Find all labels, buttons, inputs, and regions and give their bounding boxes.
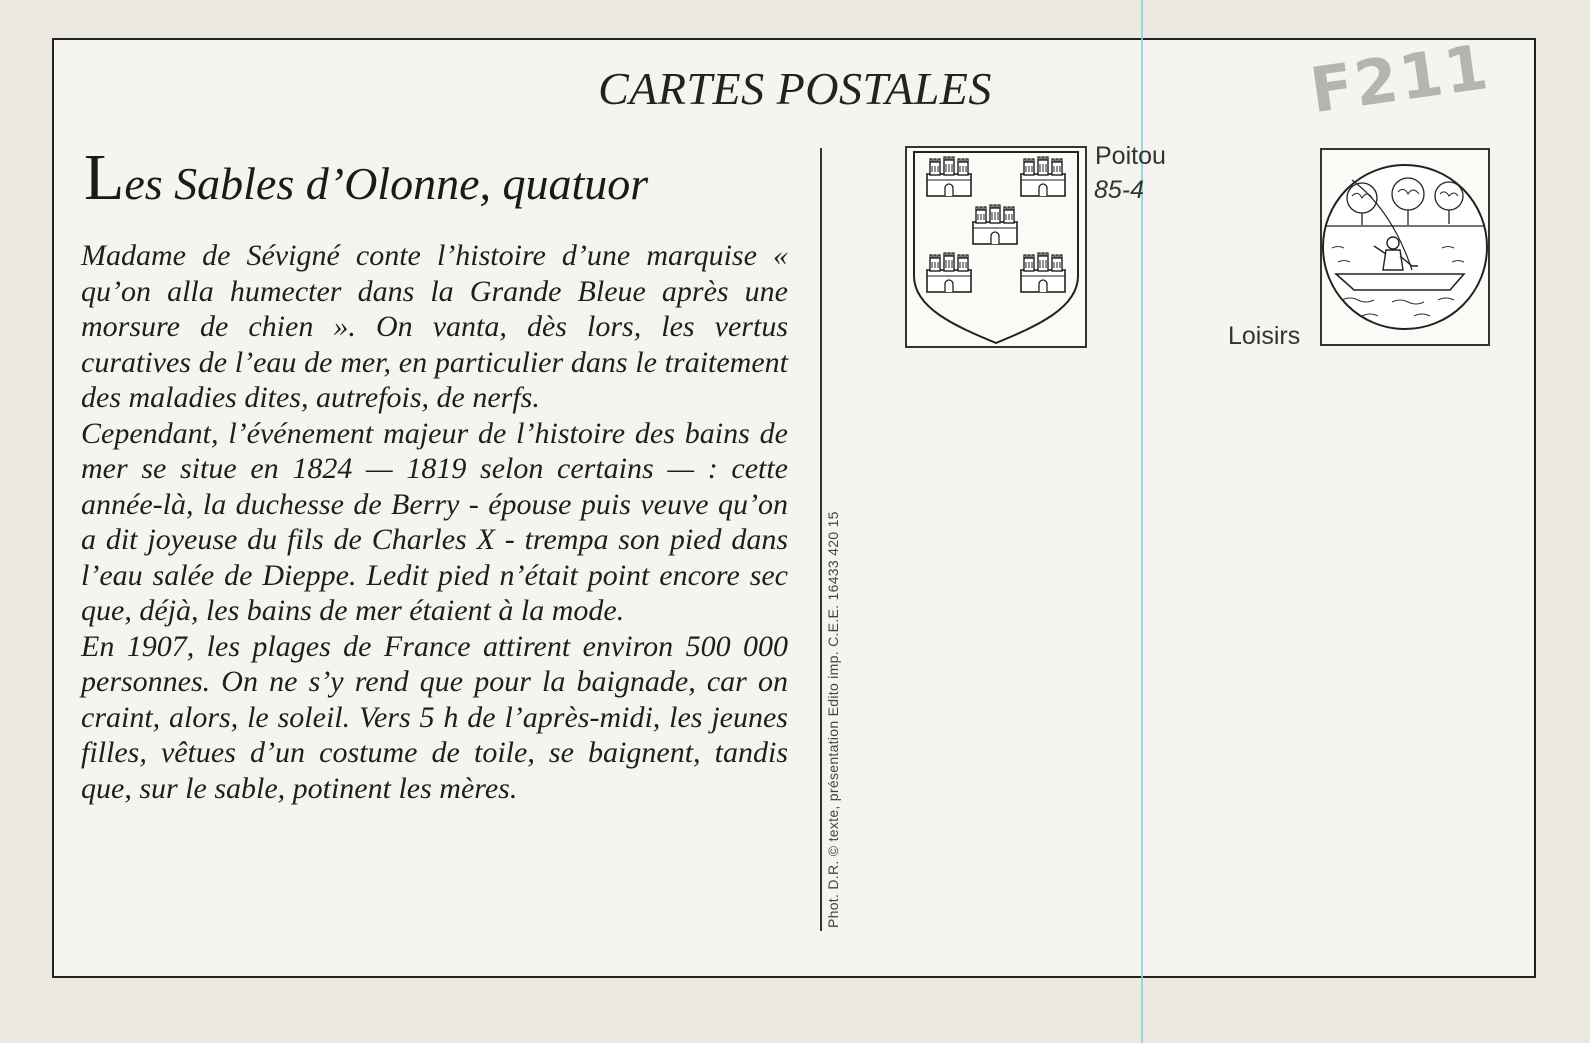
title-dropcap: L [84, 141, 125, 214]
region-label: Poitou [1095, 142, 1166, 170]
vertical-divider [820, 148, 822, 931]
coat-of-arms-stamp [905, 146, 1087, 348]
title-text: es Sables d’Olonne, quatuor [124, 158, 649, 209]
leisure-stamp [1320, 148, 1490, 346]
leisure-label: Loisirs [1228, 322, 1301, 350]
paragraph: Madame de Sévigné conte l’histoire d’une marquise « qu’on alla humecter dans la Grande Bleue après une morsure de chien ». On vanta, dès lors, les vertus curatives de l’eau de mer, en particulier dans le traitement des maladies dites, autrefois, de nerfs. [81, 239, 788, 414]
handwritten-note: F211 [1305, 29, 1494, 128]
photo-credit: Phot. D.R. © texte, présentation Edito imp. C.E.E. 16433 420 15 [825, 511, 841, 928]
department-label: 85-4 [1094, 176, 1145, 204]
article-title [84, 140, 648, 216]
article-body [81, 238, 788, 806]
fisherman-boat-icon [1322, 150, 1488, 344]
paragraph: Cependant, l’événement majeur de l’histoire des bains de mer se situe en 1824 — 1819 selon certains — : cette année-là, la duchesse de Berry - épouse puis veuve qu’on a dit joyeuse du fils de Charles X - trempa son pied dans l’eau salée de Dieppe. Ledit pied n’était point encore sec que, déjà, les bains de mer étaient à la mode. [81, 416, 788, 627]
paragraph: En 1907, les plages de France attirent environ 500 000 personnes. On ne s’y rend que pour la baignade, car on craint, alors, le soleil. Vers 5 h de l’après-midi, les jeunes filles, vêtues d’un costume de toile, se baignent, tandis que, sur le sable, potinent les mères. [81, 629, 788, 805]
page-title: CARTES POSTALES [598, 63, 992, 114]
castle-coat-of-arms-icon [907, 148, 1085, 346]
